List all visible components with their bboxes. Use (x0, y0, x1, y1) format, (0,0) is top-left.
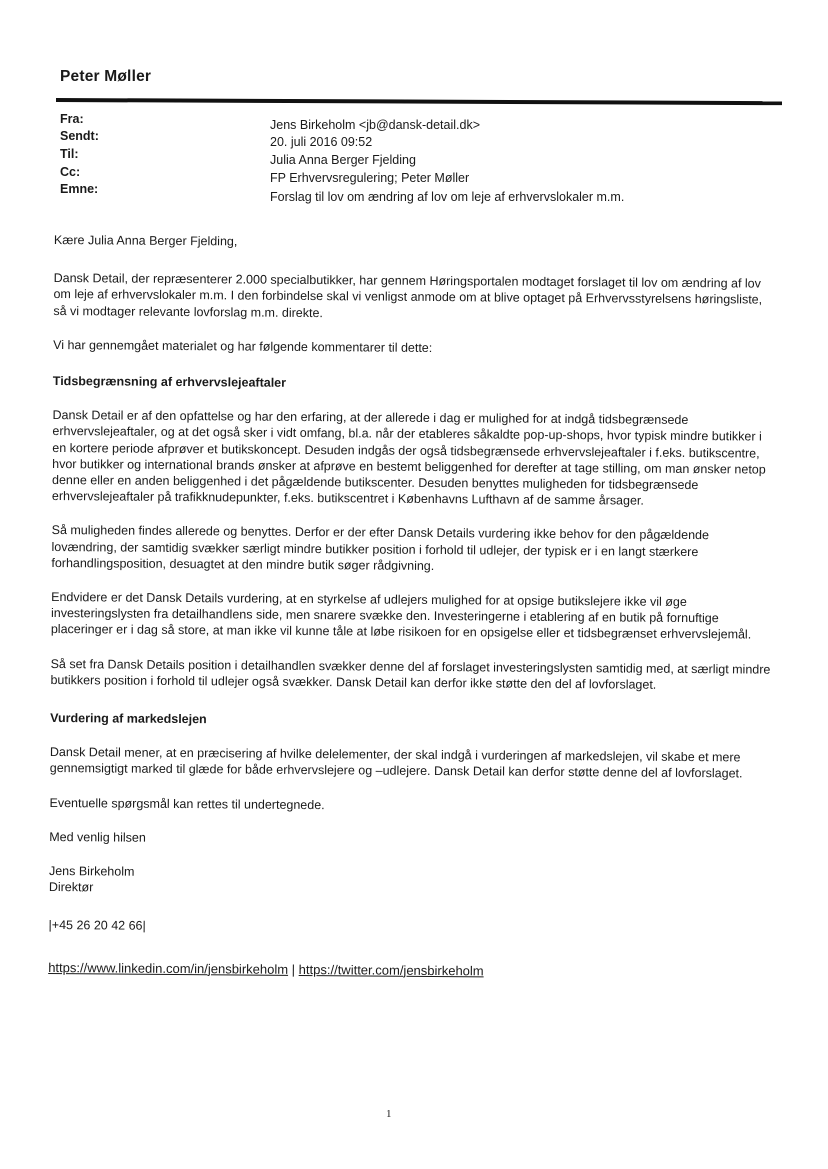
from-value: Jens Birkeholm <jb@dansk-detail.dk> (270, 118, 481, 132)
signature-name: Jens Birkeholm (48, 864, 135, 879)
section-heading-time-limit: Tidsbegrænsning af erhvervslejeaftaler (52, 374, 287, 390)
phone-number: |+45 26 20 42 66| (48, 918, 146, 934)
section1-paragraph-4: Så set fra Dansk Details position i detailhandlen svækker denne del af forslaget investeringslysten samtidig med, at særligt mindre butikkers position i forhold til udlejer også svækker. Dansk Detail kan derfor ikke støtte den del af lovforslaget. (50, 656, 771, 692)
link-separator: | (288, 961, 299, 977)
greeting: Kære Julia Anna Berger Fjelding, (53, 232, 238, 249)
to-label: Til: (60, 147, 79, 161)
signature-title: Direktør (48, 880, 94, 895)
twitter-link[interactable]: https://twitter.com/jensbirkeholm (298, 961, 484, 979)
subject-label: Emne: (60, 182, 99, 196)
cc-label: Cc: (60, 165, 81, 179)
signature-block (49, 863, 769, 901)
section2-paragraph-1: Dansk Detail mener, at en præcisering af hvilke delelementer, der skal indgå i vurderingen af markedslejen, vil skabe et mere gennemsigtigt marked til glæde for både erhvervslejere og –udlejere. Dansk Detail kan derfor støtte denne del af lovforslaget. (49, 745, 743, 781)
reviewed-paragraph: Vi har gennemgået materialet og har følgende kommentarer til dette: (53, 337, 433, 355)
from-label: Fra: (60, 112, 84, 126)
sender-name: Peter Møller (60, 68, 152, 85)
closing: Med venlig hilsen (49, 829, 146, 845)
section1-paragraph-3: Endvidere er det Dansk Details vurdering, at en styrkelse af udlejers mulighed for at opsige butikslejere ikke vil øge investeringslysten fra detailhandlens side, men snarere svække den. Investeringerne i etablering af en butik på fornuftige placeringer er i dag så store, at man ikke vil kunne tåle at løbe risikoen for en opsigelse eller et tidsbegrænset erhvervslejemål. (50, 590, 752, 642)
section1-paragraph-1: Dansk Detail er af den opfattelse og har den erfaring, at der allerede i dag er mulighed for at indgå tidsbegrænsede erhvervslejeaftaler, og at det også sker i vidt omfang, bl.a. når der etableres såkaldte pop-up-shops, hvor typisk mindre butikker i en kortere periode afprøver et butikskoncept. Desuden indgås der også tidsbegrænsede erhvervslejeaftaler i f.eks. butikscentre, hvor butikker og international brands ønsker at afprøve en bestemt beliggenhed for derefter at tage stilling, om man ønsker netop denne eller en anden beliggenhed i det pågældende butikscenter. Desuden benyttes muligheden for tidsbegrænsede erhvervslejeaftaler på trafikknudepunkter, f.eks. butikscentret i Københavns Lufthavn af de samme årsager. (51, 408, 766, 508)
section1-paragraph-2: Så muligheden findes allerede og benyttes. Derfor er der efter Dansk Details vurdering ikke behov for den pågældende lovændring, der samtidig svækker særligt mindre butikker position i forhold til udlejer, der typisk er i en langt stærkere forhandlingsposition, desuagtet at den mindre butik søger rådgivning. (51, 523, 710, 573)
intro-paragraph: Dansk Detail, der repræsenterer 2.000 specialbutikker, har gennem Høringsportalen modtaget forslaget til lov om ændring af lov om leje af erhvervslokaler m.m. I den forbindelse skal vi venligst anmode om at blive optaget på Erhvervsstyrelsens høringsliste, så vi modtager relevante lovforslag m.m. direkte. (53, 271, 763, 320)
header-rule (56, 98, 782, 105)
sent-label: Sendt: (60, 129, 99, 143)
sent-value: 20. juli 2016 09:52 (270, 135, 373, 149)
page-number: 1 (386, 1108, 392, 1120)
to-value: Julia Anna Berger Fjelding (270, 153, 416, 167)
linkedin-link[interactable]: https://www.linkedin.com/in/jensbirkeholm (48, 959, 289, 977)
subject-value: Forslag til lov om ændring af lov om leje af erhvervslokaler m.m. (270, 190, 625, 204)
questions-paragraph: Eventuelle spørgsmål kan rettes til undertegnede. (49, 795, 325, 812)
cc-value: FP Erhvervsregulering; Peter Møller (270, 171, 470, 185)
social-links (48, 960, 768, 982)
email-body (48, 232, 774, 982)
section-heading-market-rent: Vurdering af markedslejen (50, 711, 207, 727)
